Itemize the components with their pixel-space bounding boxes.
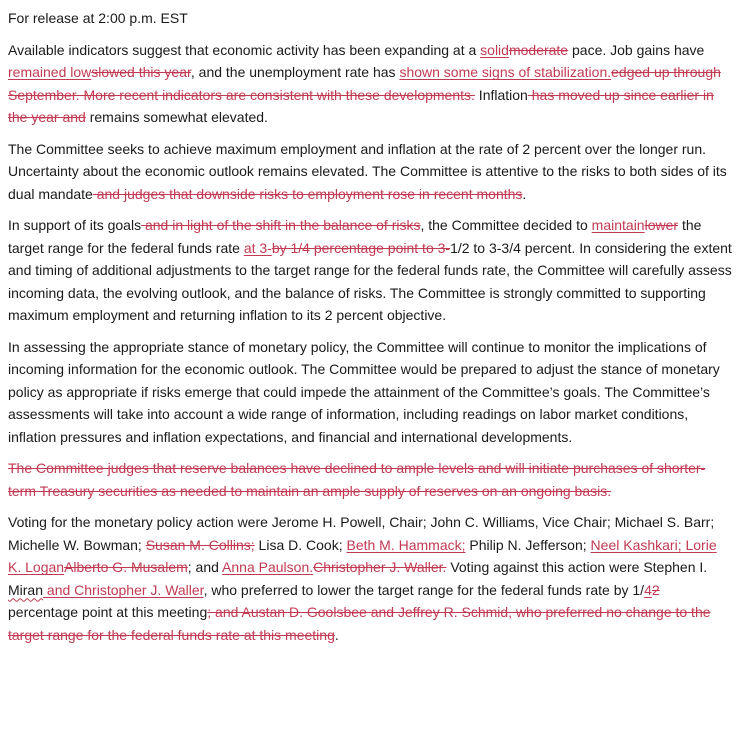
deleted-text: lower [644,217,679,233]
text-run: . [334,626,339,643]
text-run: For release at 2:00 p.m. EST [8,10,188,26]
deleted-text: slowed this year [91,64,191,80]
inserted-text: Beth M. Hammack; [346,536,466,553]
inserted-text: and Christopher J. Waller [43,581,204,598]
paragraph-policy-decision [8,214,732,327]
deleted-text: The Committee judges that reserve balances have declined to ample levels and will initiate purchases of shorter-term Treasury securities as needed to maintain an ample supply of reserves on an ongoing basis. [8,460,706,499]
paragraph-voting [8,511,732,646]
text-run: Philip N. Jefferson; [465,536,591,553]
deleted-text: edged up through September. More recent indicators are consistent with these developments. [8,64,721,103]
text-run: , and the unemployment rate has [190,64,400,80]
text-run: The Committee seeks to achieve maximum employment and inflation at the rate of 2 percent over the longer run. Uncertainty about the economic outlook remains elevated. The Committee is attentive to the risks to both sides of its dual mandate [8,140,727,202]
deleted-text: ; and Austan D. Goolsbee and Jeffrey R. Schmid, who preferred no change to the target range for the federal funds rate at this meeting [8,604,711,643]
inserted-text: Neel Kashkari; Lorie K. Logan [8,536,717,575]
text-run: remains somewhat elevated. [85,109,268,125]
deleted-text: moderate [508,41,569,58]
paragraph-release-line [8,7,732,30]
inserted-text: shown some signs of stabilization. [399,64,612,80]
text-run: percentage point at this meeting [8,604,208,620]
text-run: In assessing the appropriate stance of monetary policy, the Committee will continue to monitor the implications of incoming information for the economic outlook. The Committee would be prepared to adjust the stance of monetary policy as appropriate if risks emerge that could impede the attainment of the Committee’s goals. The Committee’s assessments will take into account a wide range of information, including readings on labor market conditions, inflation pressures and inflation expectations, and financial and international developments. [8,338,720,445]
paragraph-reserve-balances [8,457,732,502]
text-run: Inflation [474,86,528,103]
text-run: . [522,185,527,202]
text-run: , the Committee decided to [420,217,592,233]
text-run: the target range for the federal funds rate [8,217,702,256]
text-run: In support of its goals [8,217,142,233]
text-run: Available indicators suggest that economic activity has been expanding at a [8,41,481,58]
deleted-text: Susan M. Collins; [145,536,255,553]
deleted-text: and judges that downside risks to employment rose in recent months [92,185,523,202]
paragraph-policy-stance [8,336,732,449]
inserted-text: solid [480,41,509,58]
deleted-text: has moved up since earlier in the year and [8,86,714,125]
text-run: , who preferred to lower the target range for the federal funds rate by 1/ [203,581,645,598]
text-run: Voting against this action were Stephen I. [446,559,708,575]
inserted-text: maintain [591,217,645,233]
inserted-text: at 3- [243,239,272,256]
paragraph-dual-mandate [8,138,732,206]
deleted-text: by 1/4 percentage point to 3- [271,239,451,256]
deleted-text: Christopher J. Waller. [313,559,447,575]
text-run: ; and [187,559,223,575]
text-run: Voting for the monetary policy action were Jerome H. Powell, Chair; John C. Williams, Vice Chair; Michael S. Barr; Michelle W. Bowman; [8,514,715,553]
misspelled-word: Miran [8,581,44,598]
deleted-text: and in light of the shift in the balance of risks [141,217,421,233]
deleted-text: 2 [651,581,660,598]
document-body [8,7,732,646]
deleted-text: Alberto G. Musalem [64,559,188,575]
text-run: 1/2 to 3-3/4 percent. In considering the extent and timing of additional adjustments to the target range for the federal funds rate, the Committee will carefully assess incoming data, the evolving outlook, and the balance of risks. The Committee is strongly committed to supporting maximum employment and returning inflation to its 2 percent objective. [8,239,732,323]
inserted-text: remained low [8,64,92,80]
text-run: Lisa D. Cook; [254,536,347,553]
text-run: pace. Job gains have [568,41,705,58]
inserted-text: 4 [644,581,652,598]
inserted-text: Anna Paulson. [222,559,314,575]
paragraph-economic-activity [8,39,732,129]
